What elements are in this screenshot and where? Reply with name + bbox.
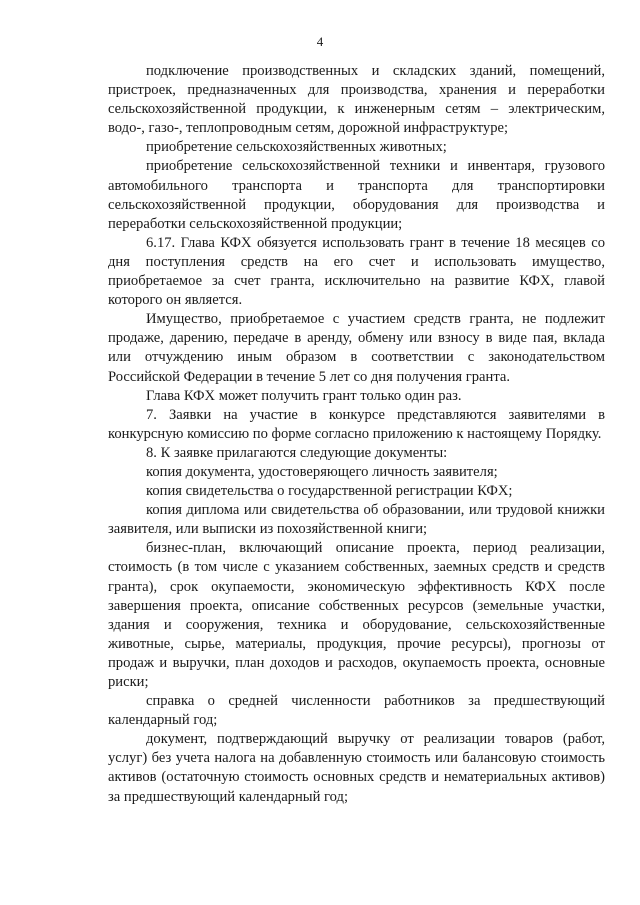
paragraph: 6.17. Глава КФХ обязуется использовать грант в течение 18 месяцев со дня поступления средств на его счет и использовать имущество, приобретаемое за счет гранта, исключительно на развитие КФХ, главой которого он является. xyxy=(108,234,605,309)
page-number: 4 xyxy=(316,34,324,49)
paragraph: документ, подтверждающий выручку от реализации товаров (работ, услуг) без учета налога на добавленную стоимость или балансовую стоимость активов (остаточную стоимость основных средств и нематериальных активов) за предшествующий календарный год; xyxy=(108,731,605,805)
paragraph: справка о средней численности работников за предшествующий календарный год; xyxy=(108,693,605,729)
paragraph: копия свидетельства о государственной регистрации КФХ; xyxy=(146,483,513,500)
paragraph: Имущество, приобретаемое с участием средств гранта, не подлежит продаже, дарению, передаче в аренду, обмену или взносу в виде пая, вклада или отчуждению иным образом в соответствии с законодательством Российской Федерации в течение 5 лет со дня получения гранта. xyxy=(108,311,605,385)
paragraph: бизнес-план, включающий описание проекта, период реализации, стоимость (в том числе с указанием собственных, заемных средств и средств гранта), срок окупаемости, экономическую эффективность КФХ после завершения проекта, описание собственных ресурсов (земельные участки, здания и сооружения, техника и оборудование, сельскохозяйственные животные, сырье, материалы, продукция, прочие ресурсы), прогнозы от продаж и выручки, план доходов и расходов, окупаемость проекта, основные риски; xyxy=(108,540,605,690)
document-body xyxy=(108,62,605,807)
paragraph: 7. Заявки на участие в конкурсе представляются заявителями в конкурсную комиссию по форме согласно приложению к настоящему Порядку. xyxy=(108,406,605,442)
paragraph: Глава КФХ может получить грант только один раз. xyxy=(146,387,462,404)
paragraph: 8. К заявке прилагаются следующие документы: xyxy=(146,444,448,461)
paragraph: копия диплома или свидетельства об образовании, или трудовой книжки заявителя, или выписки из похозяйственной книги; xyxy=(108,502,605,538)
paragraph: приобретение сельскохозяйственных животных; xyxy=(146,139,447,156)
paragraph: копия документа, удостоверяющего личность заявителя; xyxy=(146,463,498,480)
paragraph: приобретение сельскохозяйственной техники и инвентаря, грузового автомобильного транспорта и транспорта для транспортировки сельскохозяйственной продукции, оборудования для производства и переработки сельскохозяйственной продукции; xyxy=(108,158,605,232)
paragraph: подключение производственных и складских зданий, помещений, пристроек, предназначенных для производства, хранения и переработки сельскохозяйственной продукции, к инженерным сетям – электрическим, водо-, газо-, теплопроводным сетям, дорожной инфраструктуре; xyxy=(108,63,605,137)
